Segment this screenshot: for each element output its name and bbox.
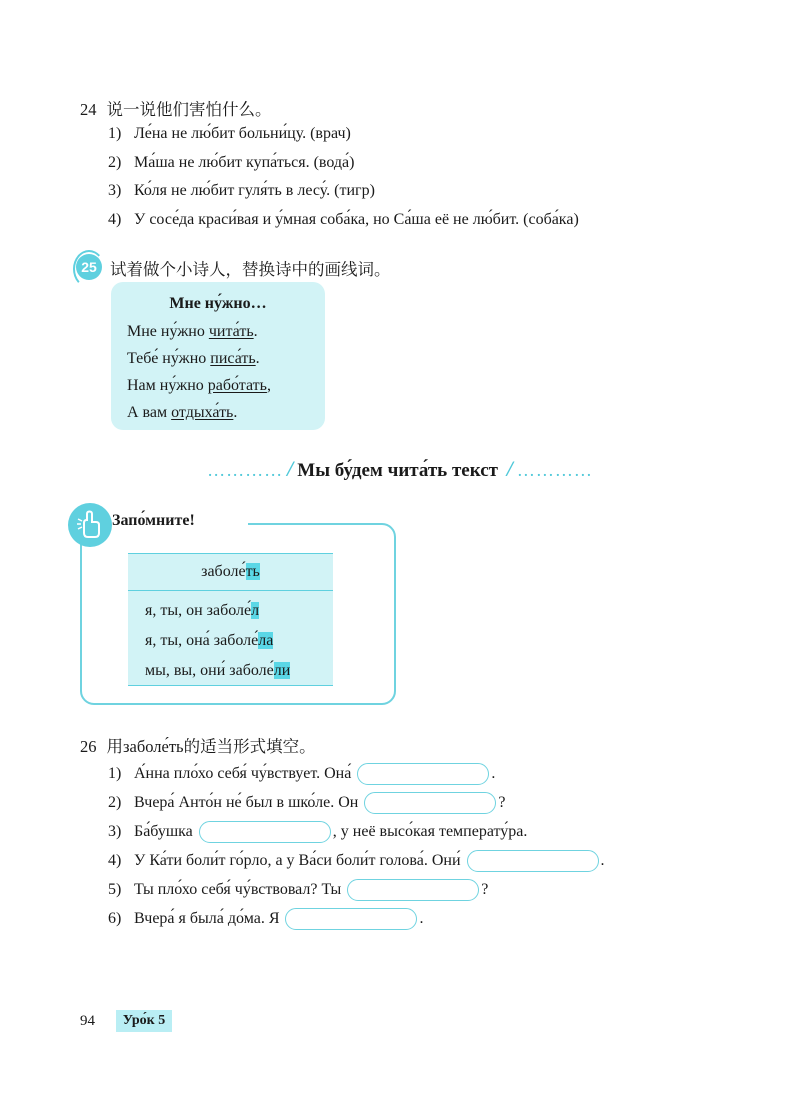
conjugation-row: я, ты, он заболе́л xyxy=(145,602,260,619)
underlined-word: писа́ть xyxy=(210,350,256,367)
conjugation-infinitive: заболе́ть xyxy=(128,554,333,591)
list-item: 1) Ле́на не лю́бит больни́цу. (врач) xyxy=(108,125,351,142)
slash-ornament: / xyxy=(287,456,294,481)
list-item: 2) Вчера́ Анто́н не́ был в шко́ле. Он ? xyxy=(108,788,605,817)
answer-blank[interactable] xyxy=(357,763,489,785)
highlighted-ending: л xyxy=(251,602,260,619)
poem-box xyxy=(111,282,325,430)
conjugation-table xyxy=(128,553,333,686)
list-item: 6) Вчера́ я была́ до́ма. Я . xyxy=(108,904,605,933)
section-title: Мы бу́дем чита́ть текст xyxy=(297,460,498,481)
answer-blank[interactable] xyxy=(347,879,479,901)
remember-label: Запо́мните! xyxy=(112,512,195,529)
list-item: 5) Ты пло́хо себя́ чу́вствовал? Ты ? xyxy=(108,875,605,904)
list-item: 4) У Ка́ти боли́т го́рло, а у Ва́си боли́т голова́. Они́ . xyxy=(108,846,605,875)
target-verb: заболе́ть xyxy=(123,737,184,756)
poem-line: Нам ну́жно рабо́тать, xyxy=(127,377,271,394)
exercise-26-title: 26 用заболе́ть的适当形式填空。 xyxy=(80,737,316,756)
underlined-word: чита́ть xyxy=(208,323,254,340)
exercise-instruction: 说一说他们害怕什么。 xyxy=(106,100,272,119)
answer-blank[interactable] xyxy=(364,792,496,814)
pointing-hand-icon xyxy=(68,503,112,547)
list-item: 3) Ко́ля не лю́бит гуля́ть в лесу́. (тигр) xyxy=(108,182,375,199)
highlighted-ending: ть xyxy=(245,563,260,580)
exercise-number-badge: 25 xyxy=(76,254,102,280)
underlined-word: рабо́тать xyxy=(207,377,267,394)
dotted-leader: ………… xyxy=(516,460,593,480)
answer-blank[interactable] xyxy=(199,821,331,843)
exercise-number: 26 xyxy=(80,737,97,756)
exercise-25-title xyxy=(110,256,391,280)
conjugation-row: я, ты, она́ заболе́ла xyxy=(145,632,274,649)
section-heading xyxy=(0,456,800,482)
answer-blank[interactable] xyxy=(285,908,417,930)
answer-blank[interactable] xyxy=(467,850,599,872)
dotted-leader: ………… xyxy=(207,460,284,480)
poem-line: Мне ну́жно чита́ть. xyxy=(127,323,258,340)
page-number: 94 xyxy=(80,1013,95,1029)
list-item: 2) Ма́ша не лю́бит купа́ться. (вода́) xyxy=(108,153,355,171)
lesson-tag: Уро́к 5 xyxy=(116,1010,172,1032)
highlighted-ending: ли xyxy=(273,662,291,679)
highlighted-ending: ла xyxy=(258,632,274,649)
list-item: 4) У сосе́да краси́вая и у́мная соба́ка, но Са́ша её не лю́бит. (соба́ка) xyxy=(108,210,579,228)
slash-ornament: / xyxy=(506,456,513,481)
poem-line: Тебе́ ну́жно писа́ть. xyxy=(127,350,260,367)
list-item: 3) Ба́бушка , у неё высо́кая температу́ра. xyxy=(108,817,605,846)
conjugation-row: мы, вы, они́ заболе́ли xyxy=(145,662,291,679)
exercise-24-title xyxy=(80,96,272,120)
exercise-number: 24 xyxy=(80,100,97,119)
exercise-instruction: 试着做个小诗人，替换诗中的画线词。 xyxy=(110,260,391,279)
exercise-24-list xyxy=(108,120,579,234)
poem-line: А вам отдыха́ть. xyxy=(127,404,238,421)
list-item: 1) А́нна пло́хо себя́ чу́вствует. Она́ . xyxy=(108,760,605,788)
poem-title: Мне ну́жно… xyxy=(169,295,267,312)
exercise-26-list xyxy=(108,760,605,933)
underlined-word: отдыха́ть xyxy=(171,404,234,421)
